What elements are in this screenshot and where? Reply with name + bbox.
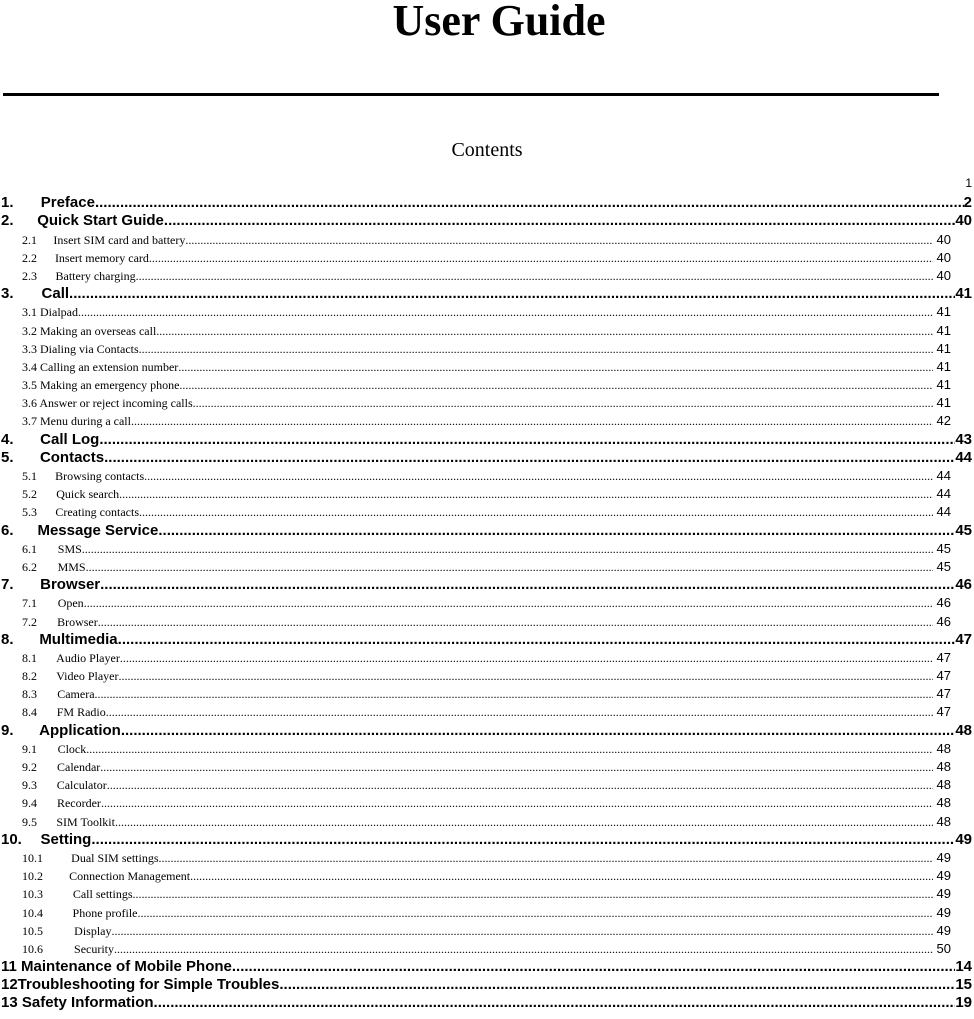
- toc-entry-page: 45: [955, 521, 972, 539]
- toc-entry-title: Calculator: [56, 778, 107, 793]
- toc-entry-page: 47: [936, 668, 951, 684]
- toc-entry-number: 9.1: [22, 741, 37, 756]
- toc-entry-page: 49: [936, 849, 951, 865]
- toc-entry-title: Security: [74, 941, 115, 956]
- toc-entry-page: 44: [936, 468, 951, 483]
- contents-heading: Contents: [451, 139, 523, 161]
- toc-entry-page: 48: [955, 721, 972, 739]
- toc-dot-leader: [178, 358, 932, 376]
- toc-entry-number: 6.2: [22, 559, 37, 574]
- toc-entry-number: 2.: [1, 212, 14, 230]
- toc-entry-number: 9.2: [22, 760, 37, 774]
- toc-entry-number: 8.3: [22, 687, 37, 702]
- toc-entry[interactable]: [0, 667, 974, 685]
- toc-entry-page: 41: [936, 304, 951, 320]
- toc-entry-title: Preface: [40, 194, 95, 212]
- toc-entry-page: 44: [955, 448, 972, 466]
- toc-entry-title: 3.1 Dialpad: [22, 305, 78, 320]
- toc-entry-number: 5.3: [22, 505, 37, 520]
- toc-entry-number: 10.: [1, 830, 22, 848]
- toc-entry-page: 47: [936, 649, 951, 665]
- toc-dot-leader: [279, 976, 955, 994]
- toc-dot-leader: [121, 722, 955, 740]
- toc-entry-page: 41: [936, 358, 951, 374]
- toc-entry-number: 10.2: [22, 869, 43, 884]
- toc-entry-number: 3.: [1, 285, 14, 303]
- toc-entry-page: 48: [936, 795, 951, 811]
- toc-entry-number: 9.5: [22, 814, 37, 829]
- toc-entry-page: 49: [936, 886, 951, 902]
- toc-dot-leader: [106, 703, 933, 721]
- toc-entry-number: 5.2: [22, 487, 37, 502]
- toc-entry-title: Quick Start Guide: [37, 212, 164, 230]
- toc-dot-leader: [118, 667, 932, 685]
- toc-entry-page: 44: [936, 486, 951, 502]
- toc-dot-leader: [69, 285, 955, 303]
- toc-dot-leader: [100, 576, 955, 594]
- toc-dot-leader: [115, 813, 933, 831]
- toc-entry-title: Browser: [40, 576, 101, 594]
- toc-entry-title: Setting: [40, 830, 92, 848]
- toc-entry-number: 5.1: [22, 469, 37, 483]
- toc-entry-page: 41: [936, 340, 951, 356]
- toc-entry-title: Contacts: [39, 448, 105, 466]
- toc-entry-number: 10.3: [22, 887, 43, 902]
- toc-entry-title: Creating contacts: [55, 505, 139, 520]
- toc-entry[interactable]: [0, 340, 974, 358]
- toc-entry-page: 44: [936, 504, 951, 520]
- toc-entry[interactable]: [0, 394, 974, 412]
- toc-entry-title: Video Player: [56, 669, 119, 684]
- toc-entry[interactable]: [0, 485, 974, 503]
- toc-entry[interactable]: [0, 467, 974, 485]
- toc-entry[interactable]: [0, 376, 974, 394]
- toc-entry-number: 8.: [1, 630, 14, 648]
- toc-entry-page: 40: [936, 231, 951, 247]
- toc-entry-page: 49: [955, 830, 972, 848]
- toc-entry-title: Calendar: [56, 760, 101, 774]
- toc-dot-leader: [86, 558, 933, 576]
- toc-entry-title: 13 Safety Information: [1, 994, 154, 1012]
- toc-entry-number: 8.1: [22, 650, 37, 665]
- table-of-contents: [0, 194, 974, 1012]
- toc-entry-title: Call: [41, 285, 70, 303]
- toc-entry[interactable]: [0, 303, 974, 321]
- toc-entry-page: 40: [936, 249, 951, 265]
- toc-entry-title: Battery charging: [55, 268, 136, 283]
- toc-entry-number: 9.: [1, 721, 14, 739]
- toc-entry[interactable]: [0, 540, 974, 558]
- toc-entry-number: 10.4: [22, 905, 43, 920]
- toc-dot-leader: [154, 994, 956, 1012]
- toc-dot-leader: [131, 412, 933, 430]
- toc-dot-leader: [144, 467, 932, 485]
- toc-entry-number: 9.3: [22, 778, 37, 793]
- toc-entry-page: 48: [936, 813, 951, 829]
- toc-entry-title: 3.7 Menu during a call: [22, 414, 131, 429]
- toc-entry-page: 47: [936, 704, 951, 720]
- toc-entry-number: 2.3: [22, 268, 37, 283]
- toc-entry-page: 47: [955, 630, 972, 648]
- toc-dot-leader: [91, 831, 955, 849]
- toc-dot-leader: [139, 340, 933, 358]
- toc-entry-title: Insert memory card: [54, 250, 149, 265]
- toc-entry[interactable]: [0, 449, 974, 467]
- toc-entry[interactable]: [0, 940, 974, 958]
- toc-entry-title: 11 Maintenance of Mobile Phone: [1, 958, 232, 976]
- toc-entry[interactable]: [0, 740, 974, 758]
- toc-entry-number: 5.: [1, 448, 14, 466]
- toc-entry-title: 3.2 Making an overseas call.: [22, 323, 160, 338]
- toc-entry-title: Open: [57, 596, 84, 611]
- toc-entry-page: 48: [936, 759, 951, 774]
- toc-dot-leader: [114, 940, 933, 958]
- toc-entry-page: 40: [936, 267, 951, 283]
- toc-entry-page: 15: [955, 976, 972, 994]
- toc-entry-number: 7.: [1, 576, 14, 594]
- toc-dot-leader: [118, 631, 956, 649]
- toc-entry[interactable]: [0, 994, 974, 1012]
- toc-dot-leader: [159, 322, 932, 340]
- toc-entry-number: 7.2: [22, 614, 37, 629]
- page-number: 1: [965, 176, 972, 190]
- toc-entry[interactable]: [0, 430, 974, 448]
- toc-dot-leader: [193, 394, 933, 412]
- toc-entry-page: 41: [936, 377, 951, 393]
- toc-entry-title: Audio Player: [56, 650, 120, 665]
- toc-entry-page: 42: [936, 413, 951, 429]
- toc-entry-title: Message Service: [37, 521, 159, 539]
- toc-entry[interactable]: [0, 776, 974, 794]
- toc-entry-title: 3.6 Answer or reject incoming calls: [22, 396, 193, 411]
- toc-entry-page: 14: [955, 958, 972, 976]
- toc-dot-leader: [95, 685, 933, 703]
- toc-entry[interactable]: [0, 758, 974, 776]
- toc-entry-title: SMS: [57, 541, 82, 556]
- toc-entry-number: 2.1: [22, 232, 37, 247]
- toc-entry[interactable]: [0, 867, 974, 885]
- toc-dot-leader: [158, 522, 955, 540]
- toc-entry-title: SIM Toolkit: [56, 814, 115, 829]
- toc-entry-page: 40: [955, 212, 972, 230]
- toc-dot-leader: [179, 376, 932, 394]
- toc-entry[interactable]: [0, 321, 974, 339]
- toc-dot-leader: [78, 303, 933, 321]
- toc-dot-leader: [136, 267, 933, 285]
- toc-entry-title: Clock: [57, 741, 87, 756]
- toc-entry-number: 8.2: [22, 669, 37, 684]
- toc-entry-page: 46: [955, 576, 972, 594]
- toc-entry[interactable]: [0, 685, 974, 703]
- toc-dot-leader: [99, 431, 955, 449]
- toc-entry-title: Recorder: [56, 796, 101, 811]
- toc-entry-title: Quick search: [56, 487, 120, 502]
- toc-entry[interactable]: [0, 922, 974, 940]
- toc-entry-number: 10.5: [22, 923, 43, 938]
- toc-entry-page: 2: [963, 194, 972, 212]
- toc-entry-title: FM Radio: [56, 705, 106, 720]
- toc-dot-leader: [101, 794, 933, 812]
- toc-entry[interactable]: [0, 358, 974, 376]
- toc-dot-leader: [164, 212, 955, 230]
- toc-entry[interactable]: [0, 576, 974, 594]
- toc-entry-title: 3.4 Calling an extension number: [22, 359, 179, 374]
- toc-entry-number: 2.2: [22, 250, 37, 265]
- toc-entry[interactable]: [0, 558, 974, 576]
- toc-entry-number: 6.: [1, 521, 14, 539]
- toc-dot-leader: [82, 540, 933, 558]
- toc-dot-leader: [185, 231, 932, 249]
- toc-entry-page: 47: [936, 686, 951, 702]
- toc-dot-leader: [159, 849, 933, 867]
- toc-entry-title: Multimedia: [39, 630, 118, 648]
- toc-dot-leader: [232, 958, 955, 976]
- toc-entry-page: 49: [936, 868, 951, 884]
- toc-entry[interactable]: [0, 612, 974, 630]
- toc-entry-title: Browsing contacts: [55, 469, 145, 483]
- toc-entry-title: MMS: [57, 559, 86, 574]
- toc-entry[interactable]: [0, 885, 974, 903]
- toc-entry[interactable]: [0, 903, 974, 921]
- toc-dot-leader: [112, 922, 933, 940]
- toc-entry-page: 45: [936, 558, 951, 574]
- toc-entry-number: 4.: [1, 430, 14, 448]
- toc-entry-page: 49: [936, 922, 951, 938]
- toc-dot-leader: [190, 867, 932, 885]
- toc-entry[interactable]: [0, 503, 974, 521]
- toc-entry-page: 46: [936, 595, 951, 611]
- toc-entry[interactable]: [0, 721, 974, 739]
- toc-entry-page: 41: [936, 395, 951, 411]
- toc-entry-title: Camera: [57, 687, 95, 702]
- toc-dot-leader: [139, 503, 933, 521]
- toc-entry-page: 41: [936, 322, 951, 338]
- toc-dot-leader: [84, 594, 933, 612]
- toc-entry-page: 46: [936, 613, 951, 629]
- toc-entry[interactable]: [0, 631, 974, 649]
- toc-dot-leader: [119, 485, 932, 503]
- toc-entry-number: 8.4: [22, 705, 37, 720]
- toc-dot-leader: [107, 776, 933, 794]
- toc-entry[interactable]: [0, 194, 974, 212]
- toc-entry-title: Call settings: [72, 887, 133, 902]
- toc-dot-leader: [95, 194, 964, 212]
- toc-dot-leader: [138, 904, 933, 922]
- toc-entry[interactable]: [0, 230, 974, 248]
- toc-entry-page: 45: [936, 540, 951, 556]
- toc-dot-leader: [133, 885, 933, 903]
- toc-entry[interactable]: [0, 849, 974, 867]
- toc-entry-title: Dual SIM settings: [71, 850, 159, 865]
- toc-entry[interactable]: [0, 703, 974, 721]
- toc-entry-title: Browser: [57, 614, 98, 629]
- toc-entry-title: 3.5 Making an emergency phone: [22, 378, 180, 393]
- toc-entry[interactable]: [0, 267, 974, 285]
- toc-entry-number: 10.6: [22, 941, 43, 956]
- toc-entry[interactable]: [0, 249, 974, 267]
- toc-entry[interactable]: [0, 976, 974, 994]
- toc-entry-title: Application: [39, 721, 121, 739]
- toc-entry-title: 3.3 Dialing via Contacts: [22, 341, 139, 356]
- toc-entry-number: 9.4: [22, 796, 37, 811]
- toc-entry[interactable]: [0, 412, 974, 430]
- toc-entry-page: 48: [936, 777, 951, 793]
- toc-entry[interactable]: [0, 212, 974, 230]
- toc-entry-title: Phone profile: [72, 905, 138, 920]
- toc-entry[interactable]: [0, 831, 974, 849]
- toc-entry-number: 6.1: [22, 541, 37, 556]
- toc-entry-title: Insert SIM card and battery: [53, 232, 186, 247]
- toc-entry[interactable]: [0, 812, 974, 830]
- toc-entry[interactable]: [0, 285, 974, 303]
- toc-entry[interactable]: [0, 794, 974, 812]
- toc-entry-page: 49: [936, 904, 951, 920]
- toc-entry[interactable]: [0, 594, 974, 612]
- toc-dot-leader: [149, 249, 933, 267]
- toc-entry-page: 43: [955, 430, 972, 448]
- toc-dot-leader: [86, 740, 932, 758]
- toc-entry[interactable]: [0, 521, 974, 539]
- toc-entry-number: 10.1: [22, 850, 43, 865]
- document-title: User Guide: [392, 0, 606, 45]
- toc-entry-page: 41: [955, 285, 972, 303]
- toc-entry-title: Display: [74, 923, 112, 938]
- toc-entry[interactable]: [0, 649, 974, 667]
- toc-dot-leader: [98, 613, 933, 631]
- toc-entry-title: 12Troubleshooting for Simple Troubles: [1, 976, 280, 994]
- toc-entry-page: 48: [936, 740, 951, 756]
- title-divider: [3, 93, 939, 96]
- toc-entry-page: 50: [936, 940, 951, 956]
- toc-entry-title: Call Log: [40, 430, 100, 448]
- toc-entry[interactable]: [0, 958, 974, 976]
- toc-entry-number: 1.: [1, 194, 14, 212]
- toc-dot-leader: [104, 449, 955, 467]
- toc-entry-number: 7.1: [22, 596, 37, 611]
- toc-dot-leader: [120, 649, 933, 667]
- toc-entry-title: Connection Management: [69, 869, 191, 884]
- toc-entry-page: 19: [955, 994, 972, 1012]
- toc-dot-leader: [100, 758, 932, 776]
